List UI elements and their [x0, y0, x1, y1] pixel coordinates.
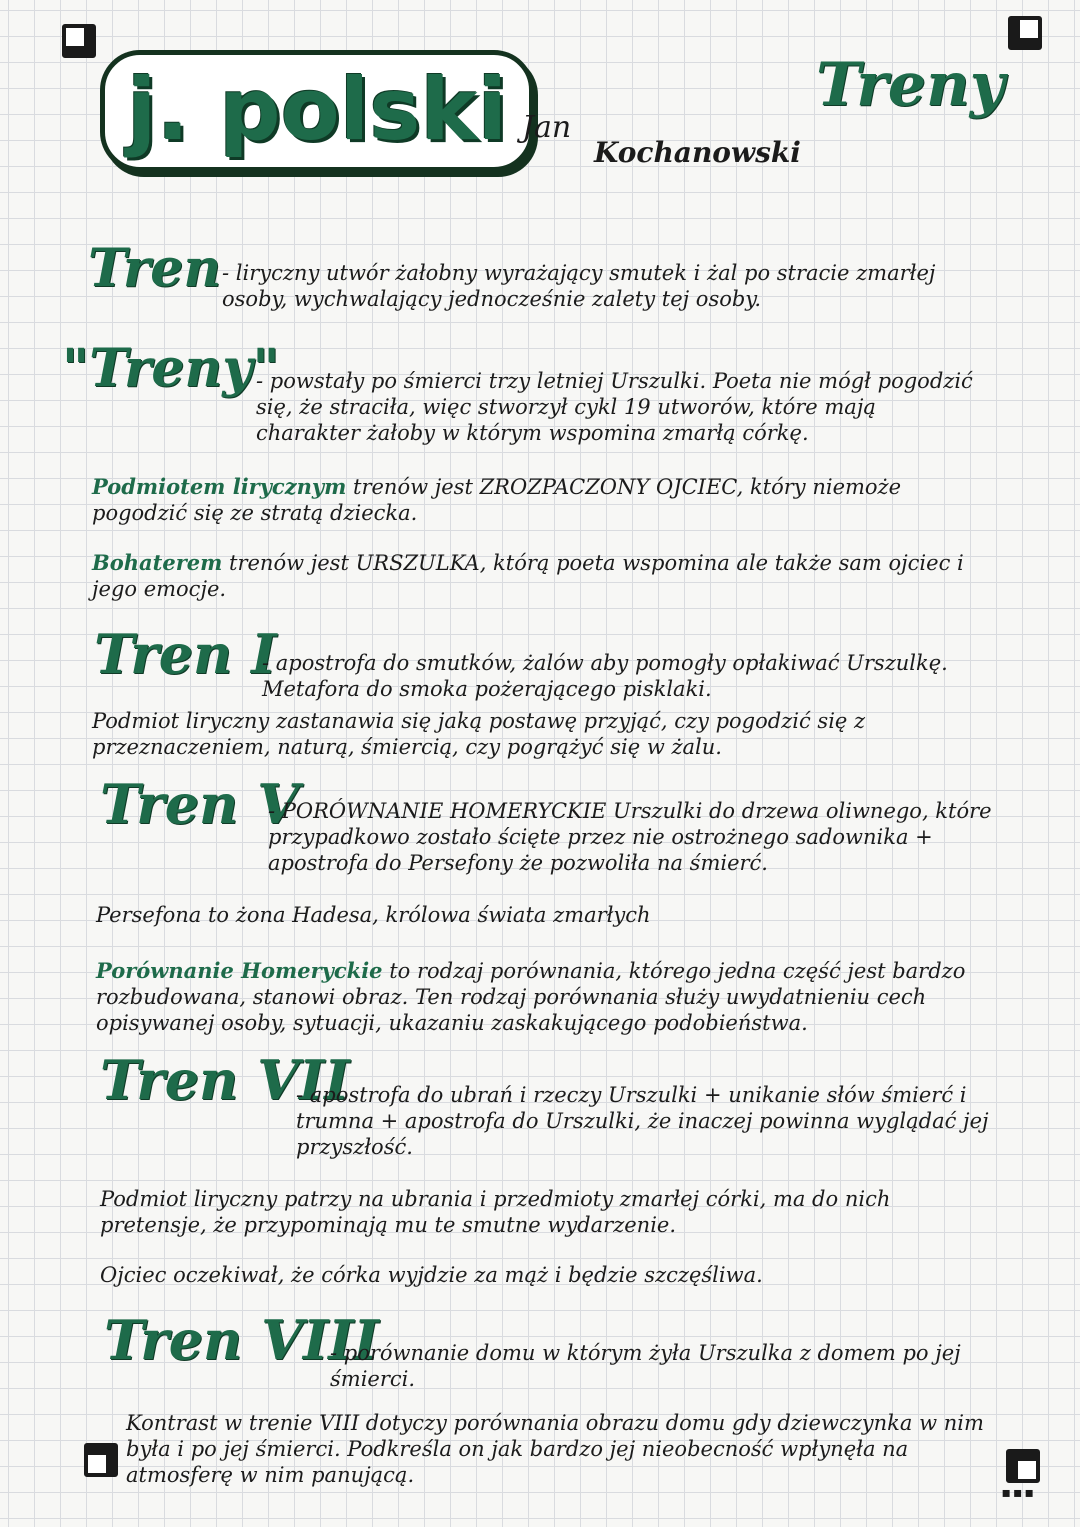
corner-mark-top-right-icon: [1008, 16, 1042, 50]
homer-text: to rodzaj porównania, którego jedna część jest bardzo rozbudowana, stanowi obraz. Ten rodzaj porównania służy uwydatnieniu cech opisywanej osoby, sytuacji, ukazaniu zaskakującego podobieństwa.: [96, 959, 966, 1035]
work-title: Treny: [816, 50, 1005, 120]
author-first-name: Jan: [522, 110, 572, 145]
tren-8-note: Kontrast w trenie VIII dotyczy porównania obrazu domu gdy dziewczynka w nim była i po jej śmierci. Podkreśla on jak bardzo jej nieobecność wpłynęła na atmosferę w nim panującą.: [126, 1411, 984, 1487]
tren-1-heading: Tren I: [94, 622, 277, 686]
tren-definition-text: - liryczny utwór żałobny wyrażający smutek i żal po stracie zmarłej osoby, wychwalający jednocześnie zalety tej osoby.: [222, 261, 936, 311]
treny-heading: "Treny": [62, 338, 280, 399]
corner-mark-bottom-left-icon: [84, 1443, 118, 1477]
tren-8-heading: Tren VIII: [104, 1308, 379, 1372]
tren-7-note-2: Ojciec oczekiwał, że córka wyjdzie za mąż i będzie szczęśliwa.: [100, 1263, 763, 1287]
tren-5-text: - PORÓWNANIE HOMERYCKIE Urszulki do drzewa oliwnego, które przypadkowo zostało ścięte przez nie ostrożnego sadownika + apostrofa do Persefony że pozwoliła na śmierć.: [268, 799, 992, 875]
tren-7-heading: Tren VII: [100, 1048, 350, 1112]
treny-text: - powstały po śmierci trzy letniej Urszulki. Poeta nie mógł pogodzić się, że straciła, więc stworzył cykl 19 utworów, które mają charakter żałoby w którym wspomina zmarłą córkę.: [256, 369, 973, 445]
tren-7-note-1: Podmiot liryczny patrzy na ubrania i przedmioty zmarłej córki, ma do nich pretensje, że przypominają mu te smutne wydarzenie.: [100, 1187, 891, 1237]
corner-mark-bottom-right-icon: [1006, 1449, 1040, 1483]
tren-1-note: Podmiot liryczny zastanawia się jaką postawę przyjąć, czy pogodzić się z przeznaczeniem, naturą, śmiercią, czy pogrążyć się w żalu.: [92, 709, 866, 759]
bohater-text: trenów jest URSZULKA, którą poeta wspomina ale także sam ojciec i jego emocje.: [92, 551, 964, 601]
homer-paragraph: [96, 958, 1012, 1036]
bohater-paragraph: [92, 550, 1002, 602]
tren-7-text: - apostrofa do ubrań i rzeczy Urszulki + unikanie słów śmierć i trumna + apostrofa do Urszulki, że inaczej powinna wyglądać jej przyszłość.: [296, 1083, 989, 1159]
subject-title: j. polski: [100, 50, 534, 172]
page-dots-icon: ▪▪▪: [1001, 1485, 1036, 1501]
corner-mark-top-left-icon: [62, 24, 96, 58]
tren-8-text: - porównanie domu w którym żyła Urszulka z domem po jej śmierci.: [330, 1341, 961, 1391]
author-last-name: Kochanowski: [594, 136, 801, 169]
homer-lead: Porównanie Homeryckie: [96, 958, 383, 983]
tren-1-text: - apostrofa do smutków, żalów aby pomogły opłakiwać Urszulkę. Metafora do smoka pożerającego pisklaki.: [262, 651, 948, 701]
podmiot-paragraph: [92, 474, 992, 526]
tren-definition-heading: Tren: [88, 238, 222, 299]
tren-5-note: Persefona to żona Hadesa, królowa świata zmarłych: [96, 903, 651, 927]
podmiot-lead: Podmiotem lirycznym: [92, 474, 347, 499]
bohater-lead: Bohaterem: [92, 550, 223, 575]
podmiot-text: trenów jest ZROZPACZONY OJCIEC, który niemoże pogodzić się ze stratą dziecka.: [92, 475, 902, 525]
tren-5-heading: Tren V: [100, 772, 300, 836]
